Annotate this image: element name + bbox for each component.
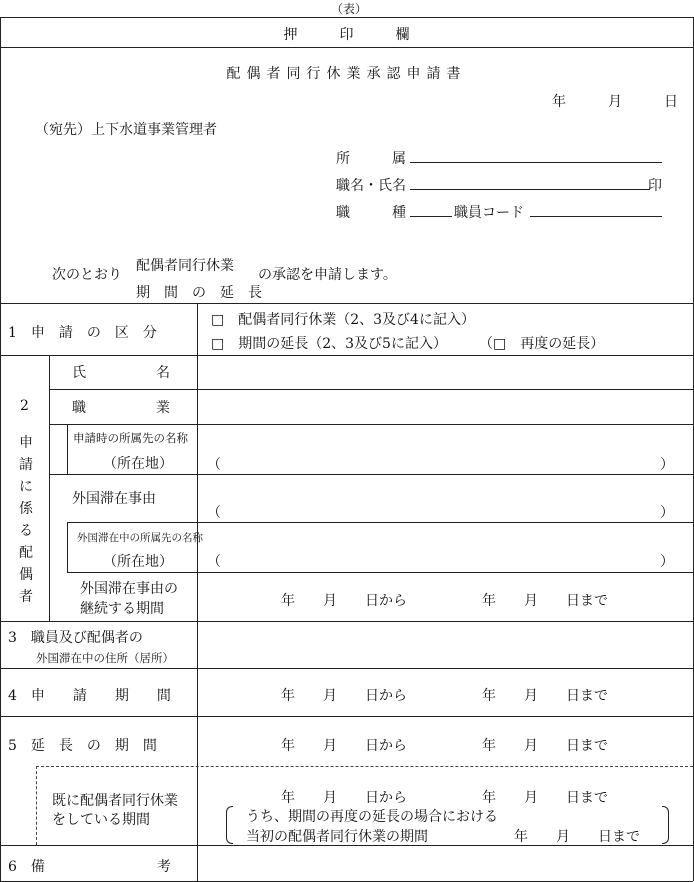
staff-code-label: 職員コード <box>454 205 524 221</box>
section4-until: 年 月 日まで <box>482 688 608 704</box>
existing-leave-until: 年 月 日まで <box>482 790 608 806</box>
request-suffix: の承認を申請します。 <box>258 267 397 283</box>
seal-divider <box>0 47 693 48</box>
seal-mark: 印 <box>648 178 662 194</box>
section1-option-reextension[interactable]: （□ 再度の延長） <box>479 336 605 352</box>
vertical-char: に <box>19 479 33 495</box>
row-line-applicant-org <box>49 474 693 475</box>
section5-from: 年 月 日から <box>281 738 407 754</box>
foreign-location-open: （ <box>207 554 221 570</box>
vertical-char: 偶 <box>19 567 33 583</box>
applicant-org-label: 申請時の所属先の名称 <box>73 431 188 445</box>
row-line-section4-end <box>0 716 693 717</box>
name-field[interactable] <box>410 189 650 190</box>
vertical-char: 者 <box>19 589 33 605</box>
section2-vertical-label <box>18 432 34 608</box>
note-brace-left <box>226 806 233 844</box>
row-line-section3-end <box>0 668 693 669</box>
note-brace-right <box>662 806 669 844</box>
section5-dashed-indent <box>36 766 37 845</box>
section1-option-extension[interactable]: □ 期間の延長（2、3及び5に記入） <box>211 336 447 352</box>
applicant-location-close: ） <box>660 457 674 473</box>
continuation-period-from: 年 月 日から <box>281 593 407 609</box>
section1-option-leave[interactable]: □ 配偶者同行休業（2、3及び4に記入） <box>211 312 475 328</box>
section4-label: 4 申 請 期 間 <box>8 688 171 704</box>
affiliation-field[interactable] <box>410 162 662 163</box>
seal-column-header: 押 印 欄 <box>283 27 410 43</box>
section5-label: 5 延 長 の 期 間 <box>8 738 157 754</box>
vertical-char: 申 <box>19 435 33 451</box>
section2-number: 2 <box>20 398 29 414</box>
name-label: 職名・氏名 <box>336 178 406 194</box>
row-line-foreign-reason <box>67 522 693 523</box>
vertical-char: 配 <box>19 545 33 561</box>
vertical-char: 請 <box>19 457 33 473</box>
row-line-name <box>49 389 693 390</box>
section5-until: 年 月 日まで <box>482 738 608 754</box>
row-line-section5-end <box>0 845 693 846</box>
section2-inner-left <box>49 355 50 621</box>
request-option-leave: 配偶者同行休業 <box>136 258 234 274</box>
continuation-period-label-1: 外国滞在事由の <box>80 581 178 597</box>
date-line: 年 月 日 <box>552 94 678 110</box>
re-extension-until: 年 月 日まで <box>514 829 640 845</box>
section5-dashed-divider <box>36 766 693 767</box>
re-extension-note-2: 当初の配偶者同行休業の期間 <box>246 829 428 845</box>
existing-leave-label-2: をしている期間 <box>52 812 150 828</box>
request-prefix: 次のとおり <box>52 267 122 283</box>
job-type-label: 職 種 <box>336 205 406 221</box>
foreign-location-close: ） <box>660 554 674 570</box>
row-line-occupation <box>49 424 693 425</box>
continuation-period-until: 年 月 日まで <box>482 593 608 609</box>
affiliation-label: 所 属 <box>336 151 406 167</box>
foreign-location-label: （所在地） <box>103 554 173 570</box>
existing-leave-from: 年 月 日から <box>281 790 407 806</box>
section3-label-1: 3 職員及び配偶者の <box>8 630 143 646</box>
applicant-location-label: （所在地） <box>103 456 173 472</box>
staff-code-field[interactable] <box>530 216 662 217</box>
foreign-reason-label: 外国滞在事由 <box>72 491 156 507</box>
row-line-section2-end <box>0 621 693 622</box>
foreign-org-label: 外国滞在中の所属先の名称 <box>77 532 203 544</box>
frame-left <box>0 17 1 881</box>
section1-label: 1 申 請 の 区 分 <box>8 325 157 341</box>
vertical-char: る <box>19 523 33 539</box>
addressee: （宛先）上下水道事業管理者 <box>35 122 217 138</box>
section6-label: 6 備 考 <box>8 859 171 875</box>
existing-leave-label-1: 既に配偶者同行休業 <box>52 793 178 809</box>
row-line-1 <box>0 303 693 304</box>
section3-label-2: 外国滞在中の住所（居所） <box>36 651 174 665</box>
section2-foreign-org-indent <box>67 522 68 572</box>
row-line-2 <box>0 355 693 356</box>
foreign-reason-close: ） <box>660 505 674 521</box>
frame-top <box>0 17 693 18</box>
page-side-label: （表） <box>331 2 368 16</box>
row-line-foreign-org <box>67 572 693 573</box>
section4-from: 年 月 日から <box>281 688 407 704</box>
section2-org-indent <box>67 424 68 474</box>
spouse-name-label: 氏 名 <box>72 365 170 381</box>
request-option-extension: 期 間 の 延 長 <box>136 285 262 301</box>
continuation-period-label-2: 継続する期間 <box>80 601 164 617</box>
vertical-char: 係 <box>19 501 33 517</box>
spouse-occupation-label: 職 業 <box>72 400 170 416</box>
job-type-field[interactable] <box>410 216 452 217</box>
foreign-reason-open: （ <box>207 505 221 521</box>
re-extension-note-1: うち、期間の再度の延長の場合における <box>246 809 498 825</box>
form-title: 配偶者同行休業承認申請書 <box>226 66 467 82</box>
applicant-location-open: （ <box>207 457 221 473</box>
